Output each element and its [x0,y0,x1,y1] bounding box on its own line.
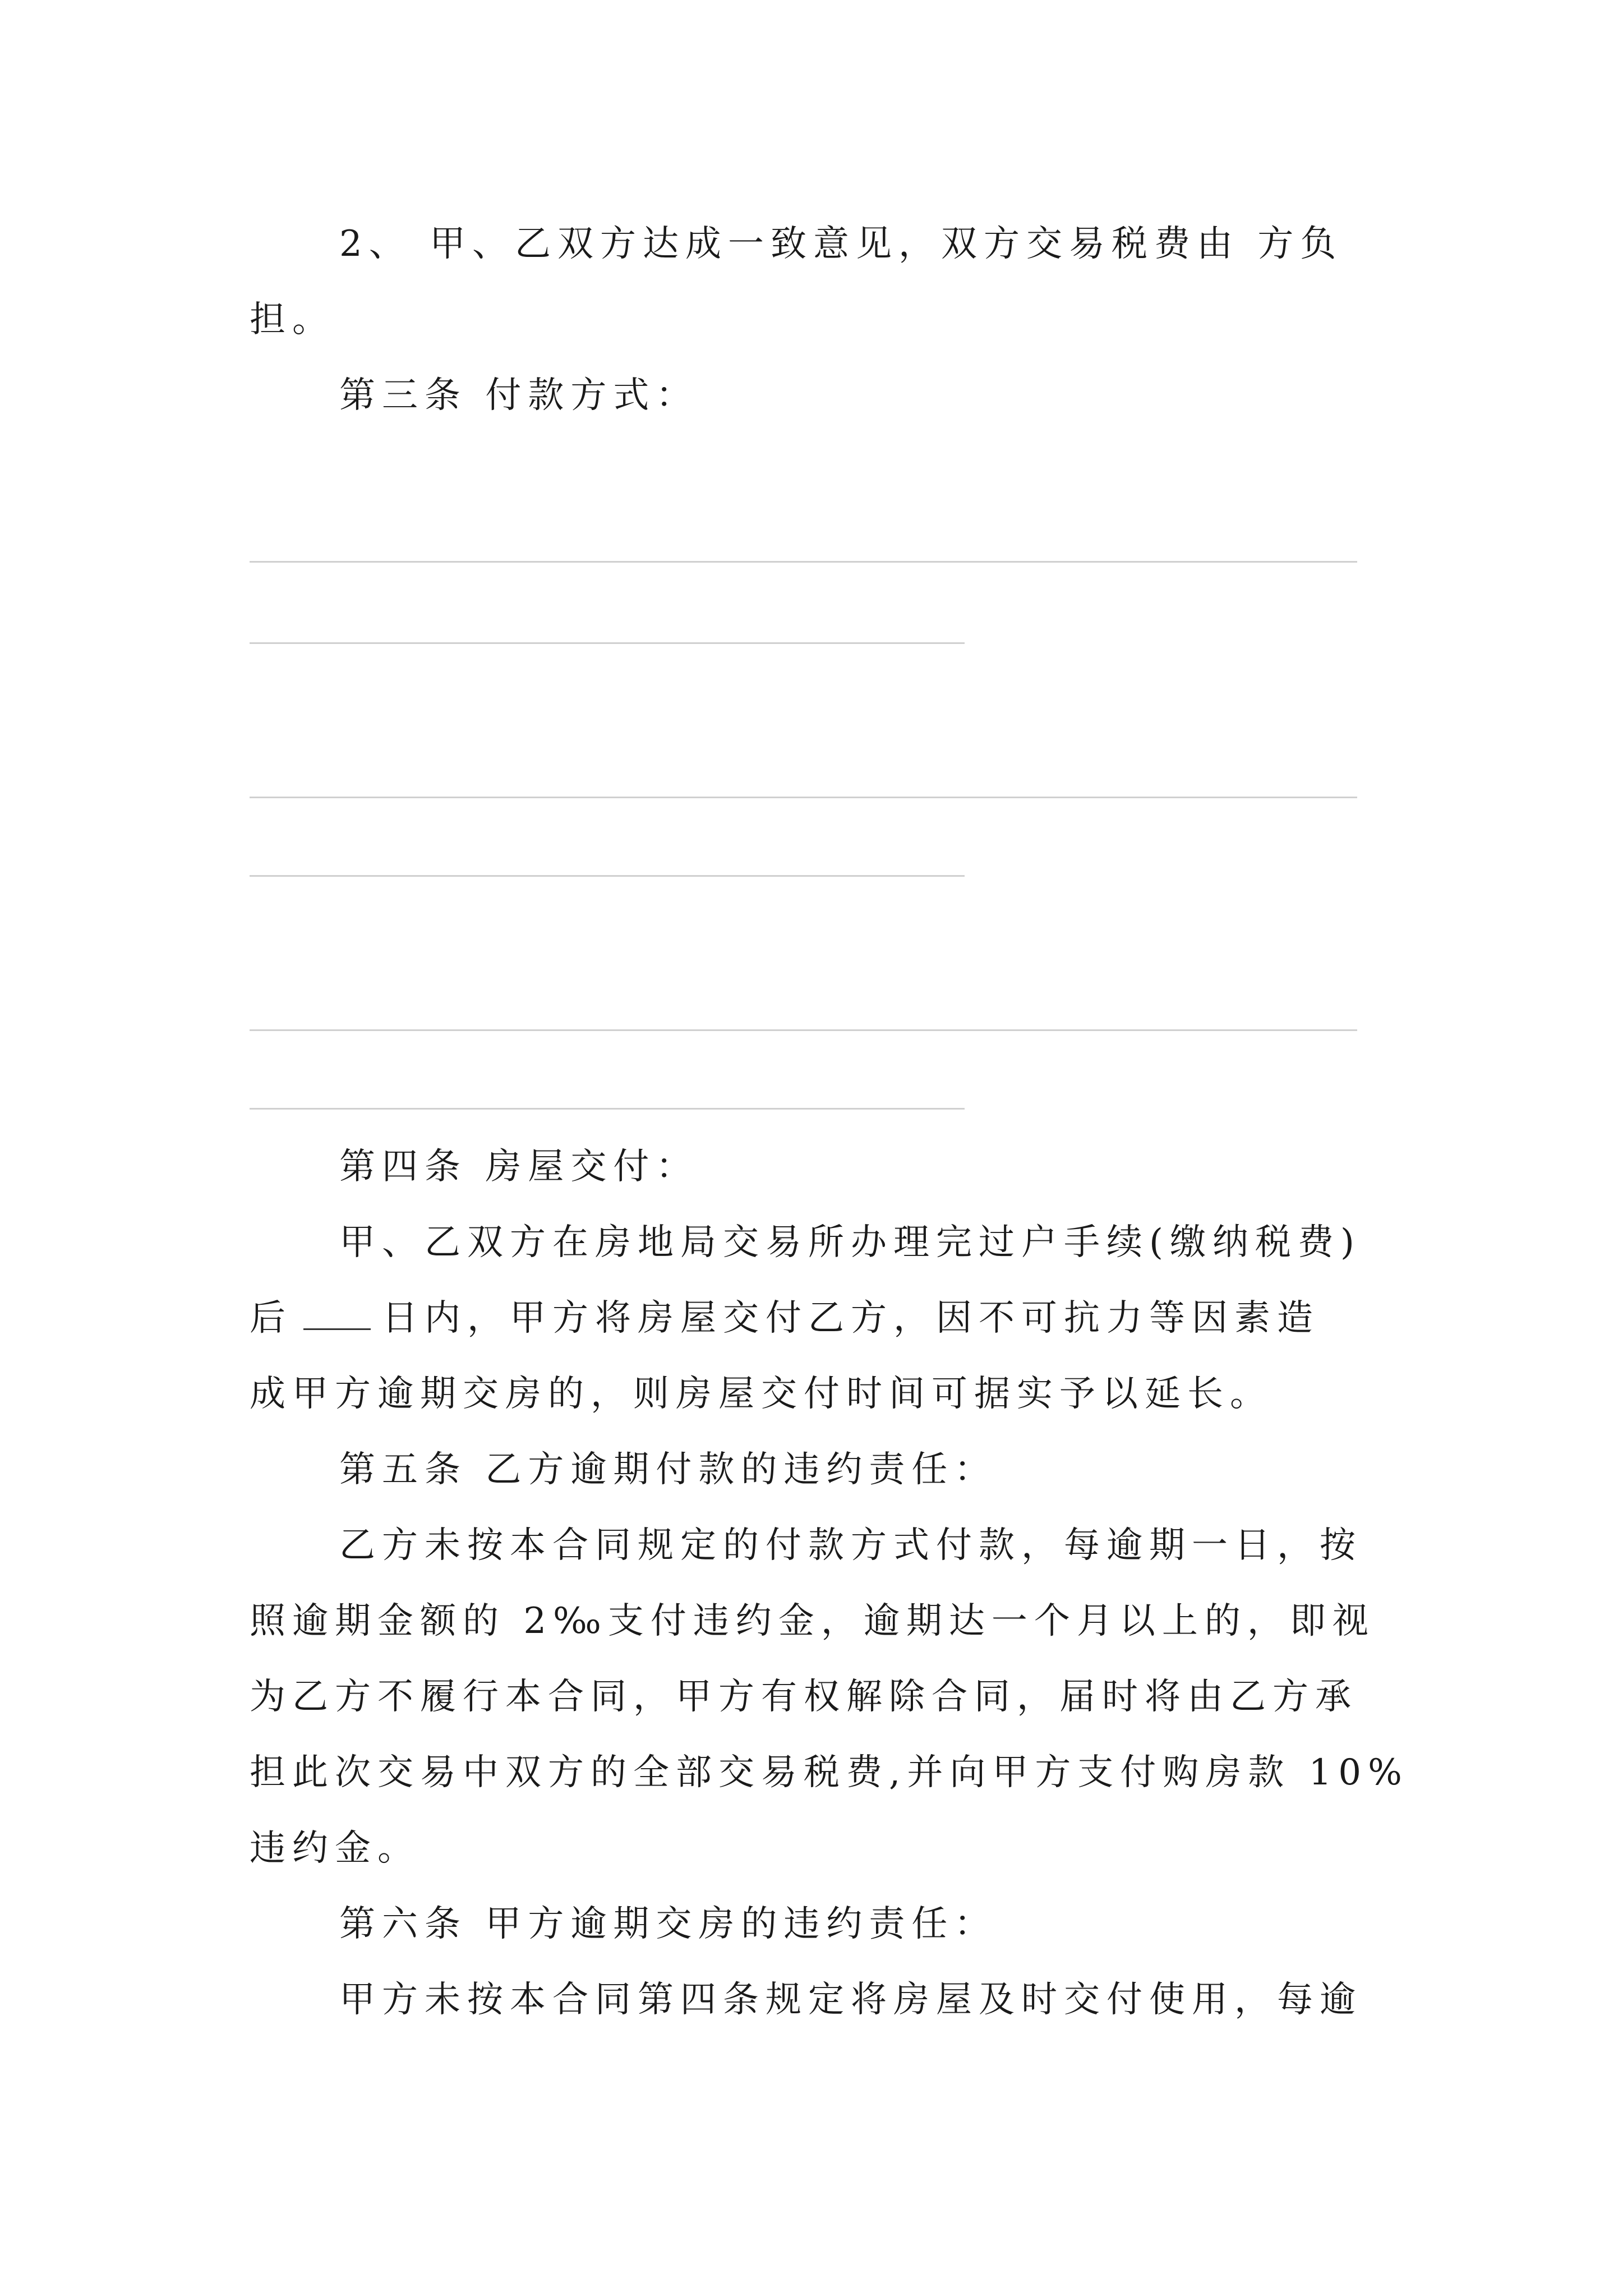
days-blank [303,1299,371,1330]
clause2-line2: 担。 [250,299,335,341]
article4-line2-after: 日内，甲方将房屋交付乙方，因不可抗力等因素造 [382,1297,1320,1339]
payment-blank-line-2 [250,642,965,644]
article4-heading: 第四条 房屋交付： [339,1146,699,1188]
article6-heading: 第六条 甲方逾期交房的违约责任： [339,1903,997,1945]
payment-blank-line-4 [250,875,965,877]
clause2-line1: 2、 甲、乙双方达成一致意见，双方交易税费由 方负 [339,223,1343,265]
article5-line1: 乙方未按本合同规定的付款方式付款，每逾期一日，按 [339,1525,1362,1566]
article5-line2: 照逾期金额的 2‰支付违约金，逾期达一个月以上的，即视 [250,1600,1375,1642]
article5-heading: 第五条 乙方逾期付款的违约责任： [339,1449,997,1490]
article4-line1: 甲、乙双方在房地局交易所办理完过户手续(缴纳税费) [339,1222,1361,1263]
article4-line3: 成甲方逾期交房的，则房屋交付时间可据实予以延长。 [250,1373,1272,1415]
payment-blank-line-5 [250,1029,1357,1031]
article4-line2 [250,1296,1320,1341]
article5-line3: 为乙方不履行本合同，甲方有权解除合同，届时将由乙方承 [250,1676,1358,1718]
payment-blank-line-6 [250,1108,965,1110]
payment-blank-line-3 [250,797,1357,798]
article6-line1: 甲方未按本合同第四条规定将房屋及时交付使用，每逾 [339,1979,1362,2021]
article5-line4: 担此次交易中双方的全部交易税费,并向甲方支付购房款 10% [250,1752,1409,1793]
payment-blank-line-1 [250,561,1357,563]
article3-heading: 第三条 付款方式： [339,375,699,416]
article4-line2-before: 后 [250,1297,292,1339]
article5-line5: 违约金。 [250,1828,420,1869]
